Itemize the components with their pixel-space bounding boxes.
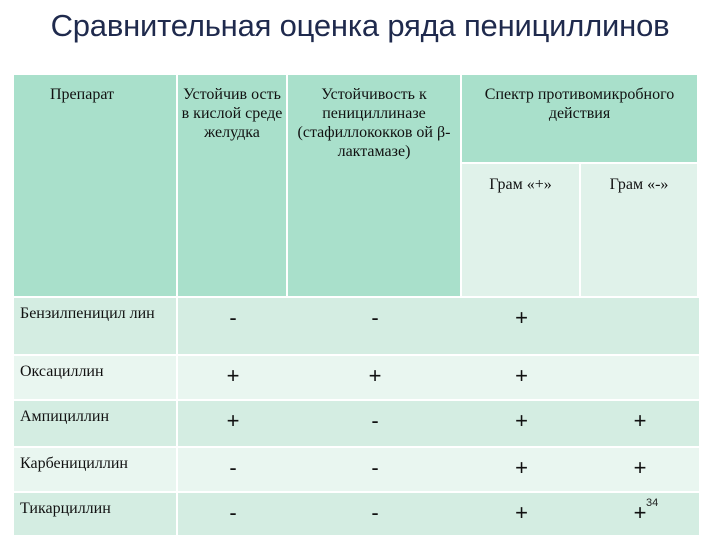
page-number: 34 — [646, 497, 659, 509]
header-acid-stability: Устойчив ость в кислой среде желудка — [178, 75, 288, 296]
gram-negative-cell: + — [581, 399, 699, 446]
penicillinase-stability-cell: - — [288, 296, 462, 354]
header-gram-positive: Грам «+» — [462, 162, 581, 296]
drug-name-cell: Бензилпеницил лин — [14, 296, 178, 354]
header-gram-negative: Грам «-» — [581, 162, 699, 296]
gram-negative-cell: + — [581, 491, 699, 535]
table-row — [14, 491, 699, 535]
gram-negative-cell: + — [581, 446, 699, 491]
header-drug: Препарат — [14, 75, 178, 296]
table-row — [14, 446, 699, 491]
drug-name-cell: Ампициллин — [14, 399, 178, 446]
gram-positive-cell: + — [462, 446, 581, 491]
acid-stability-cell: - — [178, 491, 288, 535]
penicillinase-stability-cell: - — [288, 491, 462, 535]
table-header-row — [14, 75, 699, 162]
table-row — [14, 354, 699, 399]
acid-stability-cell: + — [178, 399, 288, 446]
acid-stability-cell: - — [178, 446, 288, 491]
gram-negative-cell — [581, 296, 699, 354]
penicillinase-stability-cell: + — [288, 354, 462, 399]
drug-name-cell: Оксациллин — [14, 354, 178, 399]
penicillinase-stability-cell: - — [288, 399, 462, 446]
header-penicillinase-stability: Устойчивость к пенициллиназе (стафиллококков ой β-лактамазе) — [288, 75, 462, 296]
drug-name-cell: Тикарциллин — [14, 491, 178, 535]
slide-title: Сравнительная оценка ряда пенициллинов — [50, 8, 670, 43]
acid-stability-cell: - — [178, 296, 288, 354]
table-row — [14, 399, 699, 446]
drug-name-cell: Карбенициллин — [14, 446, 178, 491]
penicillin-comparison-table — [14, 75, 699, 535]
gram-positive-cell: + — [462, 399, 581, 446]
gram-positive-cell: + — [462, 296, 581, 354]
gram-negative-cell — [581, 354, 699, 399]
penicillinase-stability-cell: - — [288, 446, 462, 491]
gram-positive-cell: + — [462, 491, 581, 535]
gram-positive-cell: + — [462, 354, 581, 399]
acid-stability-cell: + — [178, 354, 288, 399]
table-row — [14, 296, 699, 354]
header-spectrum: Спектр противомикробного действия — [462, 75, 699, 162]
